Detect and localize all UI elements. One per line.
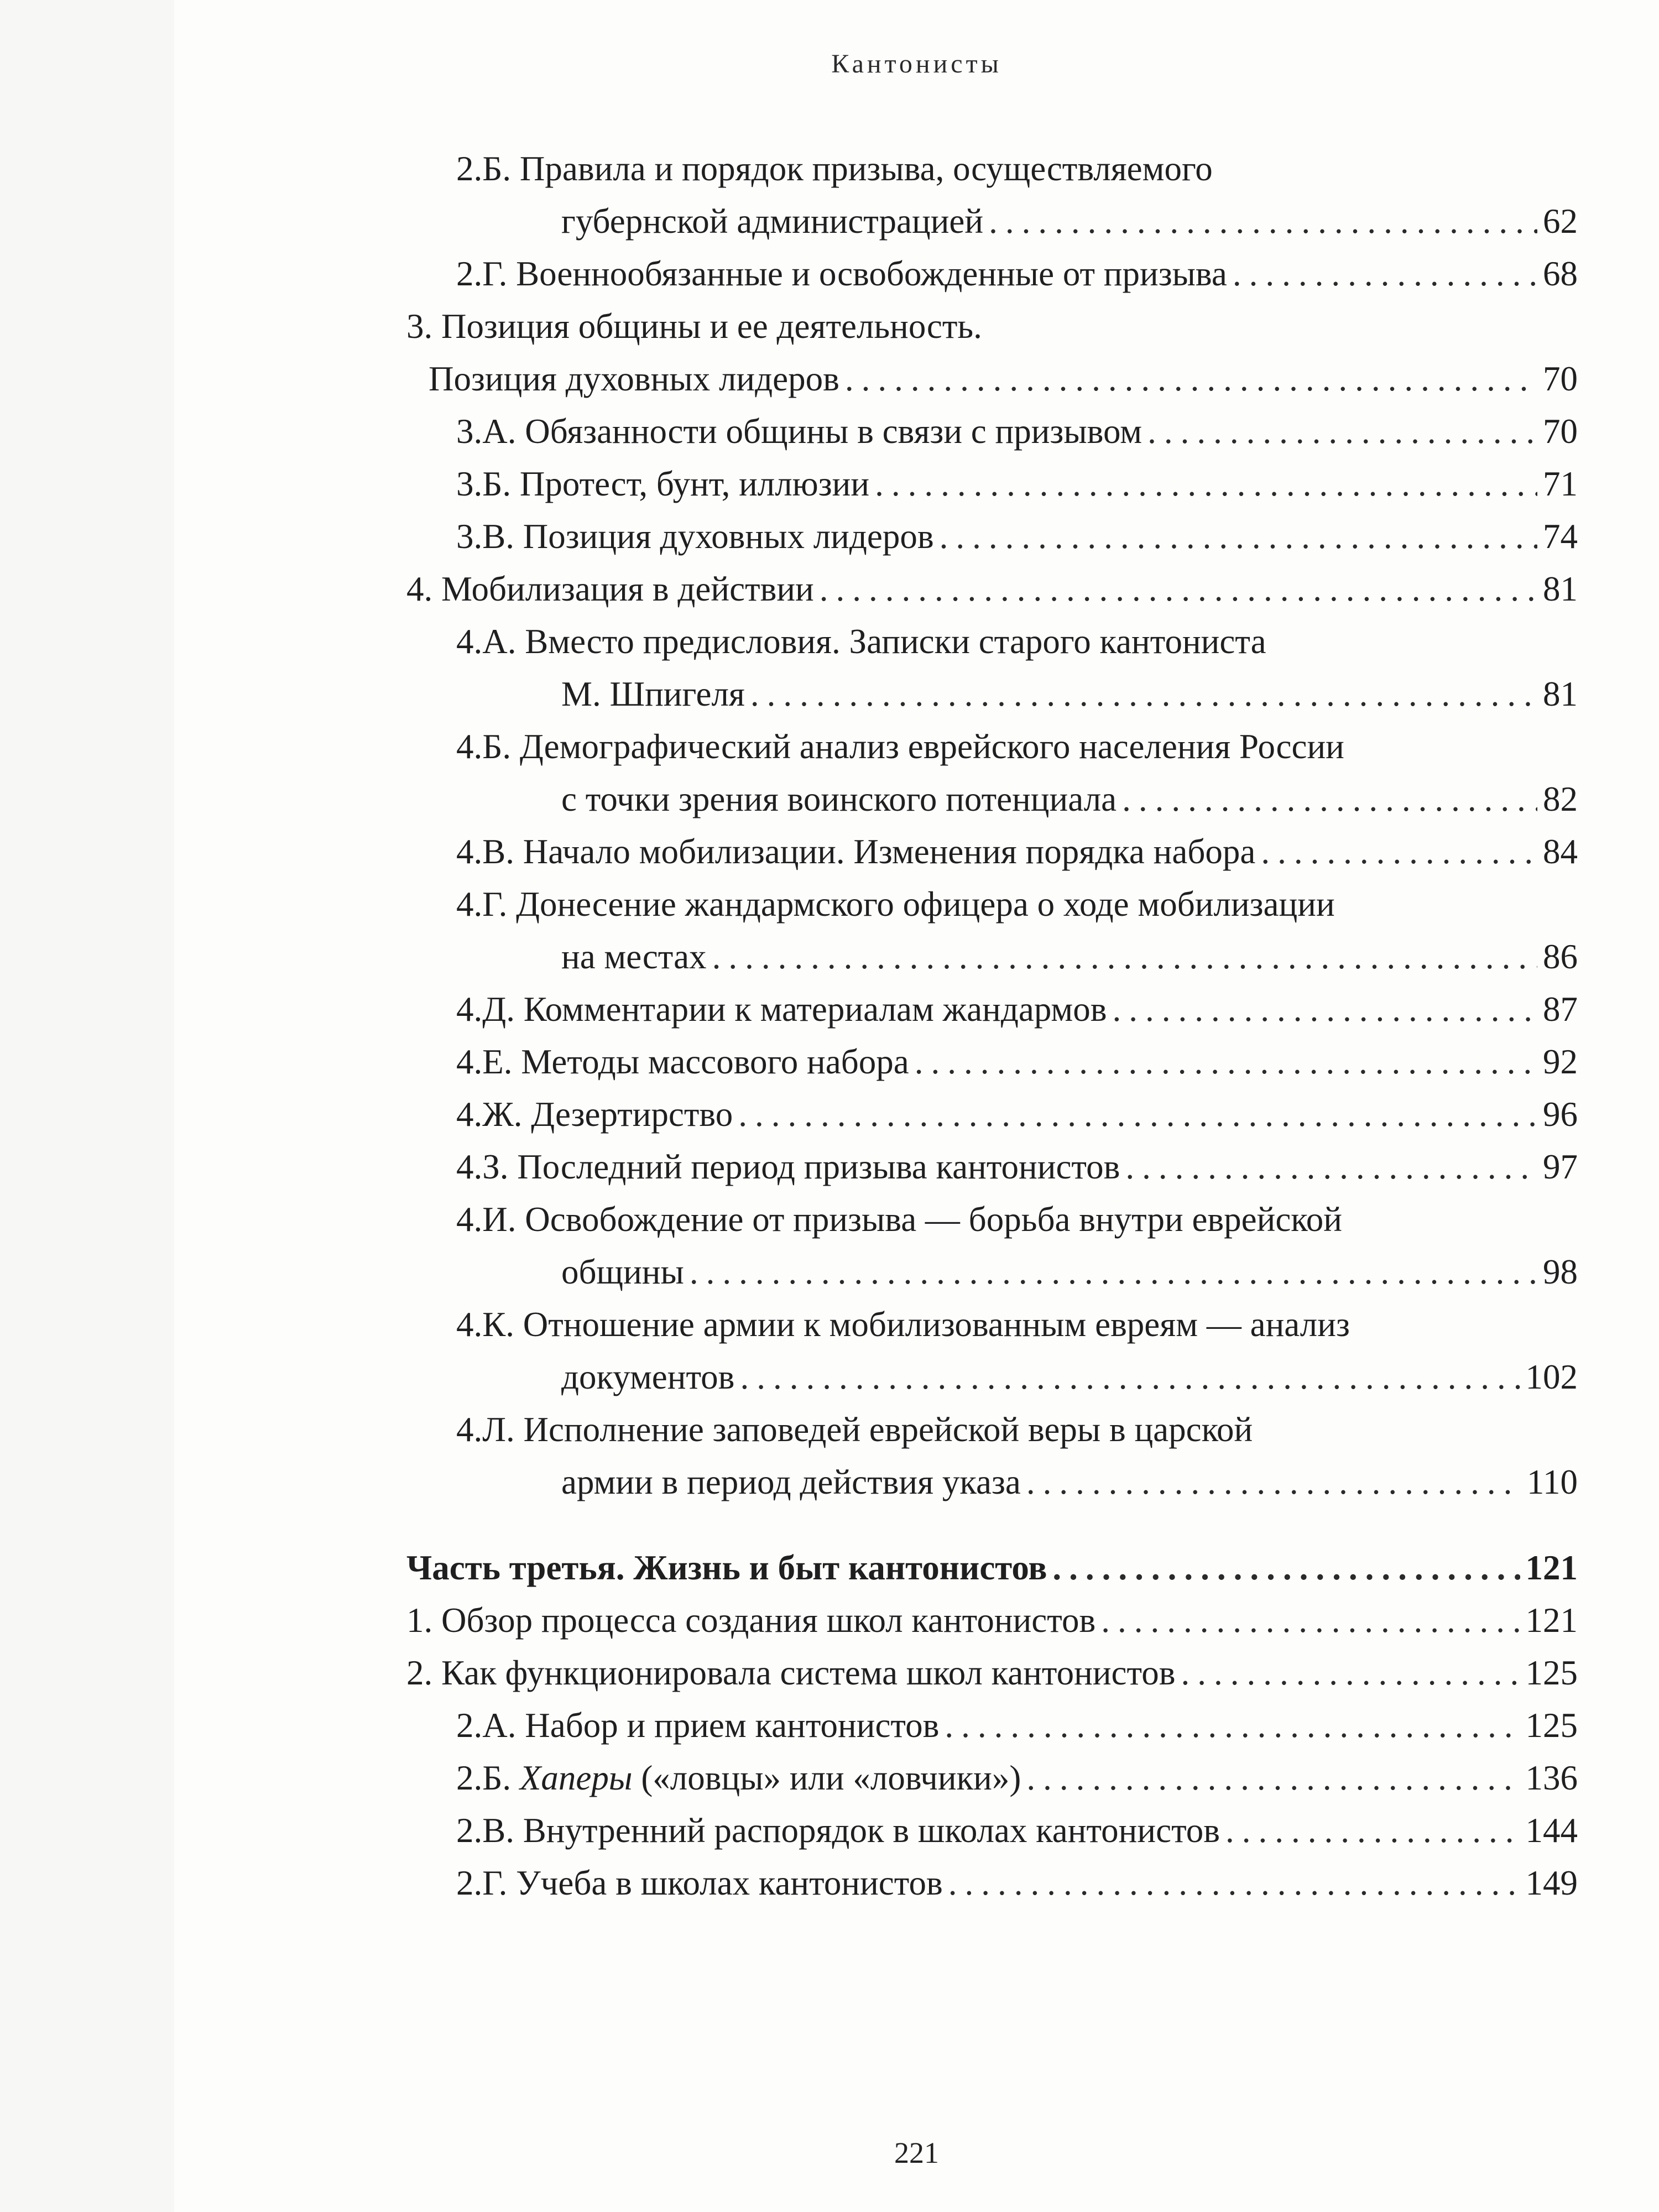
toc-entry (406, 1857, 1578, 1910)
toc-entry-title: 3.А. Обязанности общины в связи с призывом (456, 412, 1142, 451)
toc-entry (406, 563, 1578, 615)
toc-entry (406, 878, 1578, 931)
leader-dots (1122, 773, 1537, 826)
toc-entry-title: 4. Мобилизация в действии (406, 570, 814, 608)
toc-page-number: 96 (1543, 1095, 1578, 1134)
leader-dots (1233, 248, 1537, 300)
table-of-contents (406, 143, 1578, 1910)
toc-entry-title: 2.Г. Учеба в школах кантонистов (456, 1864, 943, 1902)
toc-entry (406, 721, 1578, 773)
leader-dots (1026, 1752, 1520, 1804)
leader-dots (1261, 826, 1537, 878)
leader-dots (945, 1699, 1520, 1752)
toc-entry (406, 1141, 1578, 1193)
toc-entry-title: 2.А. Набор и прием кантонистов (456, 1706, 940, 1745)
toc-entry-prefix: 2.Б. (456, 1759, 520, 1797)
toc-entry-title: 4.Д. Комментарии к материалам жандармов (456, 990, 1107, 1029)
toc-entry (406, 1193, 1578, 1246)
leader-dots (750, 668, 1537, 721)
toc-page-number: 121 (1525, 1548, 1578, 1587)
toc-entry-title: общины (561, 1253, 684, 1291)
toc-entry-title: 4.Л. Исполнение заповедей еврейской веры в царской (456, 1410, 1253, 1449)
leader-dots (989, 195, 1537, 248)
toc-page-number: 149 (1525, 1864, 1578, 1902)
leader-dots (845, 353, 1537, 405)
toc-entry-title: армии в период действия указа (561, 1463, 1021, 1501)
toc-page-number: 86 (1543, 937, 1578, 976)
toc-entry-title: губернской администрацией (561, 202, 984, 241)
toc-entry-title: М. Шпигеля (561, 675, 745, 713)
toc-entry-title: Часть третья. Жизнь и быт кантонистов (406, 1548, 1047, 1587)
leader-dots (915, 1036, 1537, 1088)
leader-dots (1225, 1804, 1520, 1857)
toc-entry (406, 143, 1578, 195)
toc-entry-title: 4.Б. Демографический анализ еврейского населения России (456, 727, 1344, 766)
toc-page-number: 84 (1543, 832, 1578, 871)
leader-dots (875, 458, 1537, 510)
toc-entry (406, 1456, 1578, 1509)
toc-entry (406, 1088, 1578, 1141)
toc-page-number: 144 (1525, 1811, 1578, 1850)
toc-page-number: 92 (1543, 1042, 1578, 1081)
toc-page-number: 81 (1543, 675, 1578, 713)
toc-page-number: 70 (1543, 359, 1578, 398)
leader-dots (1147, 405, 1537, 458)
leader-dots (738, 1088, 1537, 1141)
toc-entry-title: 4.Е. Методы массового набора (456, 1042, 909, 1081)
toc-entry-title: 4.В. Начало мобилизации. Изменения порядка набора (456, 832, 1256, 871)
toc-entry-title: 3.Б. Протест, бунт, иллюзии (456, 465, 870, 503)
toc-entry-title: 2.В. Внутренний распорядок в школах кантонистов (456, 1811, 1220, 1850)
leader-dots (1125, 1141, 1537, 1193)
toc-entry (406, 1804, 1578, 1857)
leader-dots (712, 931, 1537, 983)
toc-entry-italic-term: Хаперы (519, 1759, 633, 1797)
toc-entry (406, 300, 1578, 353)
toc-entry-title: 4.А. Вместо предисловия. Записки старого кантониста (456, 622, 1266, 661)
toc-page-number: 98 (1543, 1253, 1578, 1291)
leader-dots (1026, 1456, 1521, 1509)
leader-dots (1113, 983, 1537, 1036)
toc-entry (406, 983, 1578, 1036)
toc-entry-title: 4.Ж. Дезертирство (456, 1095, 733, 1134)
toc-page-number: 102 (1525, 1358, 1578, 1396)
toc-entry (406, 510, 1578, 563)
toc-entry (406, 1404, 1578, 1456)
section-gap (406, 1509, 1578, 1542)
toc-entry (406, 248, 1578, 300)
toc-entry-title: с точки зрения воинского потенциала (561, 780, 1117, 818)
leader-dots (690, 1246, 1537, 1298)
book-page (174, 0, 1659, 2212)
toc-entry (406, 1752, 1578, 1804)
toc-entry (406, 1699, 1578, 1752)
toc-page-number: 136 (1525, 1759, 1578, 1797)
toc-part-heading (406, 1542, 1578, 1594)
toc-entry (406, 195, 1578, 248)
toc-entry (406, 931, 1578, 983)
toc-entry-title: 4.Г. Донесение жандармского офицера о ходе мобилизации (456, 885, 1335, 924)
toc-entry-title: 4.И. Освобождение от призыва — борьба внутри еврейской (456, 1200, 1342, 1239)
toc-page-number: 110 (1526, 1463, 1578, 1501)
leader-dots (1052, 1542, 1520, 1594)
toc-entry-title: документов (561, 1358, 735, 1396)
toc-page-number: 97 (1543, 1147, 1578, 1186)
toc-page-number: 87 (1543, 990, 1578, 1029)
toc-entry-title: Позиция духовных лидеров (429, 359, 839, 398)
toc-entry (406, 1594, 1578, 1647)
toc-entry (406, 1036, 1578, 1088)
toc-entry-title: 4.К. Отношение армии к мобилизованным евреям — анализ (456, 1305, 1350, 1344)
toc-entry (406, 826, 1578, 878)
leader-dots (740, 1351, 1520, 1404)
toc-entry (406, 458, 1578, 510)
toc-entry (406, 668, 1578, 721)
leader-dots (820, 563, 1537, 615)
toc-entry-title: на местах (561, 937, 707, 976)
toc-page-number: 70 (1543, 412, 1578, 451)
toc-entry-title: 2. Как функционировала система школ кантонистов (406, 1653, 1176, 1692)
toc-entry-title: 2.Г. Военнообязанные и освобожденные от призыва (456, 254, 1227, 293)
leader-dots (948, 1857, 1520, 1910)
toc-entry (406, 1246, 1578, 1298)
leader-dots (1181, 1647, 1520, 1699)
toc-entry (406, 1647, 1578, 1699)
toc-page-number: 71 (1543, 465, 1578, 503)
toc-entry-suffix: («ловцы» или «ловчики») (632, 1759, 1021, 1797)
toc-entry (406, 1351, 1578, 1404)
toc-entry (406, 353, 1578, 405)
toc-entry-title: 3.В. Позиция духовных лидеров (456, 517, 934, 556)
toc-page-number: 125 (1525, 1653, 1578, 1692)
toc-page-number: 62 (1543, 202, 1578, 241)
toc-entry-title (456, 1752, 1021, 1804)
toc-entry-title: 2.Б. Правила и порядок призыва, осуществляемого (456, 149, 1213, 188)
toc-page-number: 125 (1525, 1706, 1578, 1745)
toc-entry-title: 4.З. Последний период призыва кантонистов (456, 1147, 1120, 1186)
toc-entry (406, 1298, 1578, 1351)
toc-entry (406, 773, 1578, 826)
toc-entry-title: 3. Позиция общины и ее деятельность. (406, 307, 982, 346)
toc-entry (406, 405, 1578, 458)
toc-page-number: 82 (1543, 780, 1578, 818)
toc-entry-title: 1. Обзор процесса создания школ кантонистов (406, 1601, 1096, 1640)
toc-entry (406, 615, 1578, 668)
toc-page-number: 121 (1525, 1601, 1578, 1640)
running-head: Кантонисты (831, 49, 1002, 79)
toc-page-number: 81 (1543, 570, 1578, 608)
leader-dots (940, 510, 1537, 563)
leader-dots (1101, 1594, 1520, 1647)
toc-page-number: 74 (1543, 517, 1578, 556)
page-number: 221 (894, 2136, 939, 2169)
toc-page-number: 68 (1543, 254, 1578, 293)
